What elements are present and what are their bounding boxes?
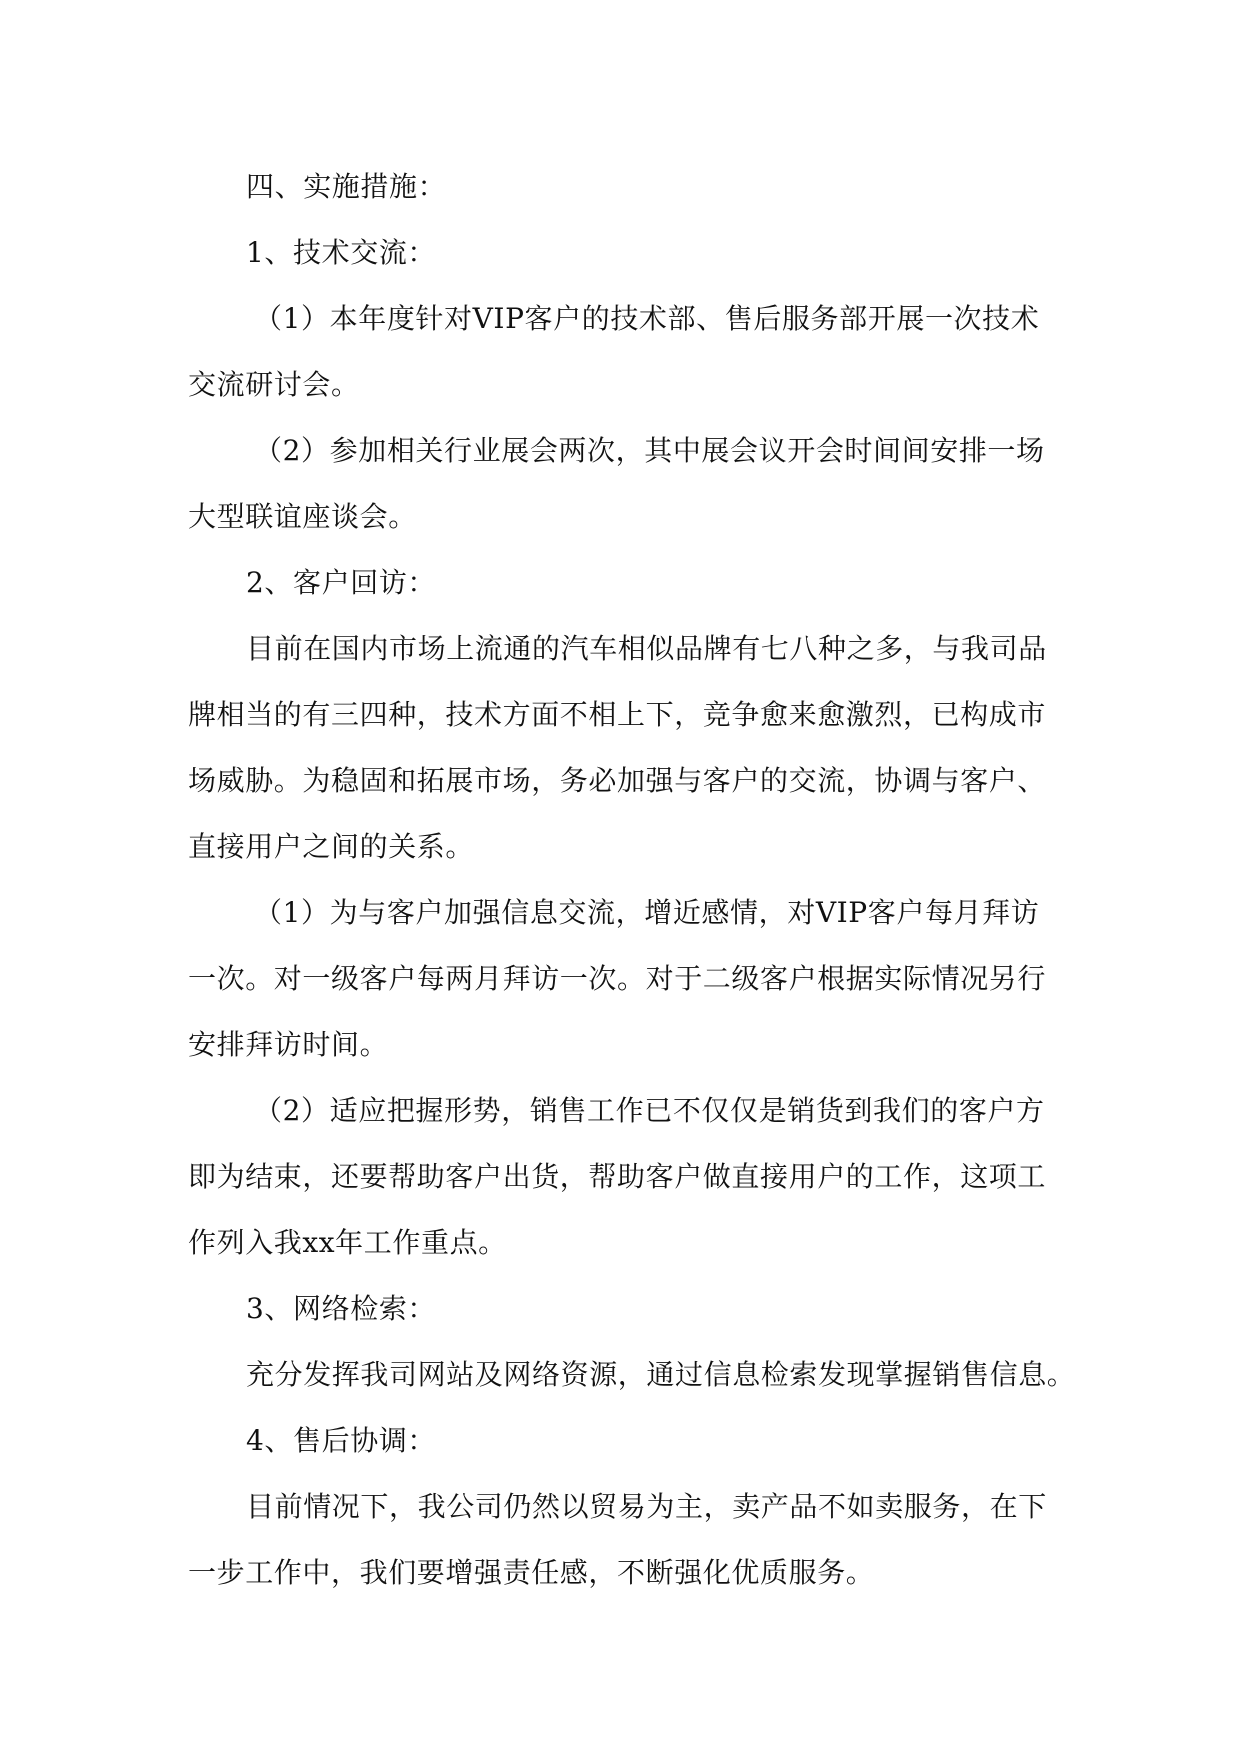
paragraph-line: 充分发挥我司网站及网络资源，通过信息检索发现掌握销售信息。 [246,1358,1076,1391]
paragraph-line: 一步工作中，我们要增强责任感，不断强化优质服务。 [188,1556,875,1589]
paragraph-line: 直接用户之间的关系。 [188,830,475,863]
paragraph-line: 安排拜访时间。 [188,1028,389,1061]
paragraph-line: 交流研讨会。 [188,368,360,401]
subsection-heading: 4、售后协调： [246,1424,437,1457]
paragraph-line: 作列入我xx年工作重点。 [188,1226,507,1259]
paragraph-line: 一次。对一级客户每两月拜访一次。对于二级客户根据实际情况另行 [188,962,1047,995]
section-heading: 四、实施措施： [246,170,447,203]
paragraph-line: （1）为与客户加强信息交流，增近感情，对VIP客户每月拜访 [254,896,1040,929]
subsection-heading: 2、客户回访： [246,566,437,599]
paragraph-line: （2）适应把握形势，销售工作已不仅仅是销货到我们的客户方 [254,1094,1045,1127]
document-body [188,154,1076,1606]
paragraph-line: 目前在国内市场上流通的汽车相似品牌有七八种之多，与我司品 [246,632,1047,665]
paragraph-line: 大型联谊座谈会。 [188,500,417,533]
paragraph-line: 即为结束，还要帮助客户出货，帮助客户做直接用户的工作，这项工 [188,1160,1047,1193]
paragraph-line: 目前情况下，我公司仍然以贸易为主，卖产品不如卖服务，在下 [246,1490,1047,1523]
paragraph-line: 场威胁。为稳固和拓展市场，务必加强与客户的交流，协调与客户、 [188,764,1047,797]
paragraph-line: （2）参加相关行业展会两次，其中展会议开会时间间安排一场 [254,434,1045,467]
paragraph-line: 牌相当的有三四种，技术方面不相上下，竞争愈来愈激烈，已构成市 [188,698,1047,731]
paragraph-line: （1）本年度针对VIP客户的技术部、售后服务部开展一次技术 [254,302,1040,335]
subsection-heading: 1、技术交流： [246,236,437,269]
subsection-heading: 3、网络检索： [246,1292,437,1325]
